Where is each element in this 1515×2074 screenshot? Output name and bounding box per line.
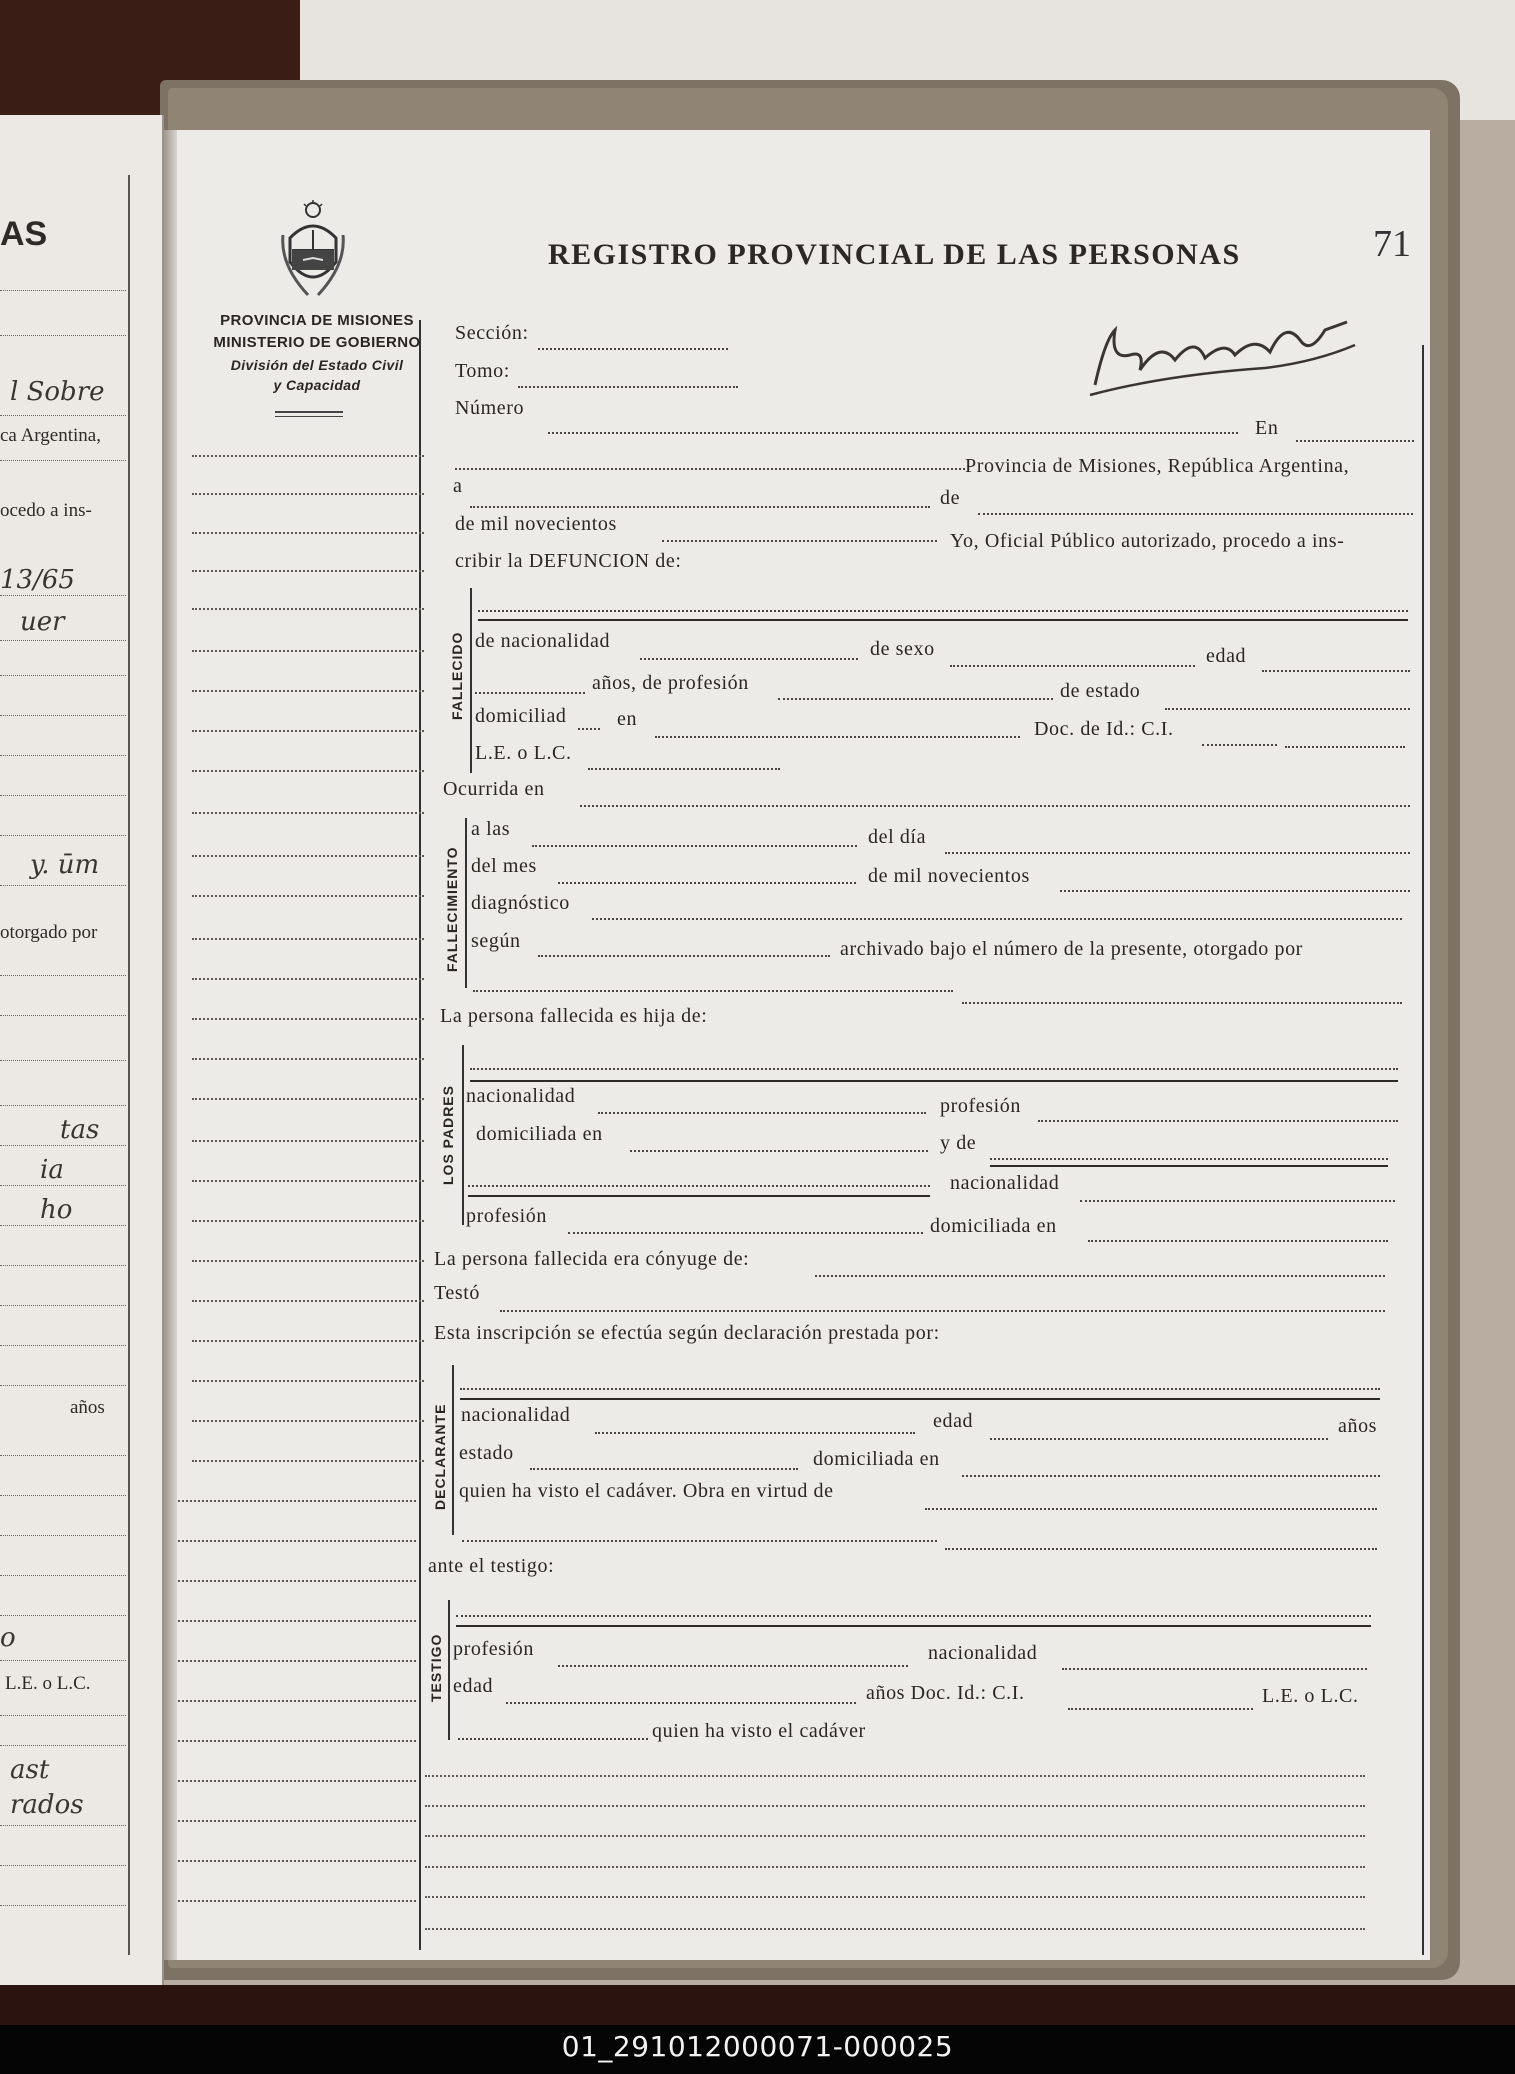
- profesion-field[interactable]: [778, 698, 1053, 700]
- seccion-label: Sección:: [455, 322, 529, 344]
- le-lc-label: L.E. o L.C.: [475, 742, 572, 764]
- obra-virtud-field[interactable]: [925, 1508, 1377, 1510]
- side-dotted-line: [192, 730, 424, 732]
- del-dia-label: del día: [868, 826, 927, 848]
- left-page-line: [0, 1455, 126, 1456]
- signature: [1085, 300, 1365, 410]
- conyuge-label: La persona fallecida era cónyuge de:: [434, 1248, 750, 1270]
- notes-line[interactable]: [425, 1928, 1365, 1930]
- father-name-field[interactable]: [470, 1068, 1398, 1070]
- side-dotted-line: [192, 812, 424, 814]
- conyuge-field[interactable]: [815, 1275, 1385, 1277]
- a-label: a: [453, 475, 463, 497]
- notes-line[interactable]: [425, 1805, 1365, 1807]
- left-page-line: [0, 1715, 126, 1716]
- side-dotted-line: [192, 1018, 424, 1020]
- tomo-field[interactable]: [518, 386, 738, 388]
- side-dotted-line: [192, 650, 424, 652]
- left-page-line: [0, 885, 126, 886]
- left-page-line: [0, 595, 126, 596]
- side-dotted-line: [192, 570, 424, 572]
- notes-line[interactable]: [425, 1866, 1365, 1868]
- archivado-text: archivado bajo el número de la presente, otorgado por: [840, 938, 1303, 960]
- nacionalidad-field[interactable]: [640, 658, 858, 660]
- diagnostico-field[interactable]: [592, 918, 1402, 920]
- en-label-2: en: [617, 708, 638, 730]
- left-page-line: [0, 335, 126, 336]
- segun-label: según: [471, 930, 521, 952]
- header-capacity: y Capacidad: [273, 377, 361, 393]
- declarante-estado-field[interactable]: [530, 1468, 798, 1470]
- seccion-field[interactable]: [538, 348, 728, 350]
- domiciliad-label: domiciliad: [475, 705, 567, 727]
- left-page-fragment: años: [70, 1397, 105, 1418]
- padres-label: LOS PADRES: [440, 1085, 456, 1185]
- testigo-name-field[interactable]: [456, 1615, 1371, 1617]
- left-page-line: [0, 1060, 126, 1061]
- declarante-domiciliada-label: domiciliada en: [813, 1448, 940, 1470]
- left-page-line: [0, 1105, 126, 1106]
- estado-label: de estado: [1060, 680, 1141, 702]
- padre-domiciliada-label: domiciliada en: [476, 1123, 603, 1145]
- testigo-profesion-field[interactable]: [558, 1665, 908, 1667]
- declarante-name-field[interactable]: [460, 1388, 1380, 1390]
- header-division: División del Estado Civil: [230, 357, 404, 373]
- de-label: de: [940, 487, 961, 509]
- side-dotted-line: [192, 690, 424, 692]
- testo-label: Testó: [434, 1282, 481, 1304]
- profesion-label: años, de profesión: [592, 672, 749, 694]
- side-dotted-line: [178, 1580, 416, 1582]
- de-mil-novecientos-label: de mil novecientos: [455, 513, 617, 535]
- left-page-line: [0, 715, 126, 716]
- side-dotted-line: [192, 895, 424, 897]
- side-dotted-line: [178, 1540, 416, 1542]
- left-page-line: [0, 1495, 126, 1496]
- place-field[interactable]: [455, 468, 965, 470]
- tomo-label: Tomo:: [455, 360, 510, 382]
- image-caption: 01_291012000071-000025: [561, 2030, 954, 2063]
- padre-nacionalidad-label: nacionalidad: [466, 1085, 576, 1107]
- notes-line[interactable]: [425, 1775, 1365, 1777]
- madre-nacionalidad-field[interactable]: [1080, 1200, 1395, 1202]
- left-page-handwriting: o: [0, 1623, 16, 1653]
- left-page-fragment: AS: [0, 215, 48, 253]
- testigo-edad-label: edad: [453, 1675, 494, 1697]
- father-name-rule: [470, 1080, 1398, 1082]
- left-page-line: [0, 1385, 126, 1386]
- side-dotted-line: [178, 1620, 416, 1622]
- declarante-estado-label: estado: [459, 1442, 514, 1464]
- left-page-line: [0, 1660, 126, 1661]
- del-mes-label: del mes: [471, 855, 537, 877]
- left-page-line: [0, 1265, 126, 1266]
- hora-field[interactable]: [532, 845, 857, 847]
- side-dotted-line: [178, 1860, 416, 1862]
- declarante-edad-field[interactable]: [990, 1438, 1328, 1440]
- edad-label: edad: [1206, 645, 1247, 667]
- testigo-extra-field[interactable]: [458, 1738, 648, 1740]
- ocurrida-en-field[interactable]: [580, 805, 1410, 807]
- testigo-bracket: [448, 1600, 450, 1740]
- testigo-quien-text: quien ha visto el cadáver: [652, 1720, 866, 1742]
- madre-domicilio-field[interactable]: [1088, 1240, 1388, 1242]
- provincia-text: Provincia de Misiones, República Argentina,: [965, 455, 1350, 477]
- page-gutter: [163, 130, 177, 1960]
- declarante-domicilio-field[interactable]: [962, 1475, 1380, 1477]
- testigo-edad-field[interactable]: [506, 1702, 856, 1704]
- left-page-line: [0, 1865, 126, 1866]
- side-dotted-line: [192, 1340, 424, 1342]
- background-bottom: [0, 1985, 1515, 2025]
- padre-domicilio-field[interactable]: [630, 1150, 928, 1152]
- padres-bracket: [462, 1045, 464, 1225]
- side-dotted-line: [178, 1900, 416, 1902]
- de-field[interactable]: [978, 513, 1413, 515]
- fallecimiento-bracket: [465, 818, 467, 988]
- testigo-nacionalidad-label: nacionalidad: [928, 1642, 1038, 1664]
- madre-profesion-label: profesión: [466, 1205, 547, 1227]
- otorgado-field-2[interactable]: [962, 1002, 1402, 1004]
- left-page-line: [0, 640, 126, 641]
- side-dotted-line: [192, 1058, 424, 1060]
- testo-field[interactable]: [500, 1310, 1385, 1312]
- left-page-fragment: otorgado por: [0, 922, 98, 943]
- form-left-rule: [419, 320, 421, 1950]
- domiciliad-suffix-field[interactable]: [578, 728, 600, 730]
- side-dotted-line: [192, 1420, 424, 1422]
- side-dotted-line: [192, 938, 424, 940]
- numero-label: Número: [455, 397, 525, 419]
- left-page-line: [0, 1575, 126, 1576]
- estado-field[interactable]: [1165, 708, 1410, 710]
- sexo-label: de sexo: [870, 638, 935, 660]
- left-page-line: [0, 460, 126, 461]
- fallecido-bracket: [470, 588, 472, 773]
- left-page-line: [0, 1745, 126, 1746]
- dia-field[interactable]: [945, 852, 1410, 854]
- year-field[interactable]: [662, 540, 937, 542]
- left-page-handwriting: rados: [10, 1790, 84, 1820]
- edad-field[interactable]: [1262, 670, 1410, 672]
- padre-profesion-label: profesión: [940, 1095, 1021, 1117]
- left-page-line: [0, 1535, 126, 1536]
- ci-field-2[interactable]: [1285, 746, 1405, 748]
- left-page-handwriting: 13/65: [0, 565, 75, 595]
- side-dotted-line: [192, 855, 424, 857]
- left-page-handwriting: ast: [10, 1755, 50, 1785]
- side-dotted-line: [178, 1740, 416, 1742]
- left-page-line: [0, 1225, 126, 1226]
- declarante-edad-label: edad: [933, 1410, 974, 1432]
- page-title: REGISTRO PROVINCIAL DE LAS PERSONAS: [548, 238, 1241, 271]
- side-dotted-line: [178, 1500, 416, 1502]
- side-dotted-line: [192, 1098, 424, 1100]
- diagnostico-label: diagnóstico: [471, 892, 570, 914]
- left-page-fragment: ocedo a ins-: [0, 500, 92, 521]
- side-dotted-line: [178, 1700, 416, 1702]
- a-las-label: a las: [471, 818, 511, 840]
- left-page-line: [0, 415, 126, 416]
- le-lc-field[interactable]: [588, 768, 780, 770]
- en-label: En: [1255, 417, 1279, 439]
- side-dotted-line: [192, 1220, 424, 1222]
- left-page-line: [0, 795, 126, 796]
- domicilio-field[interactable]: [655, 736, 1020, 738]
- deceased-name-field[interactable]: [478, 610, 1408, 612]
- declarante-extra-field-2[interactable]: [945, 1548, 1377, 1550]
- mother-name-rule: [990, 1165, 1388, 1167]
- side-dotted-line: [192, 1460, 424, 1462]
- left-page-fragment: L.E. o L.C.: [5, 1673, 91, 1694]
- side-dotted-line: [178, 1820, 416, 1822]
- testigo-ci-field[interactable]: [1068, 1708, 1253, 1710]
- left-page-handwriting: ho: [40, 1195, 73, 1225]
- left-page-line: [0, 835, 126, 836]
- doc-id-label: Doc. de Id.: C.I.: [1034, 718, 1174, 740]
- sexo-field[interactable]: [950, 665, 1195, 667]
- mother-name-rule-2: [468, 1195, 930, 1197]
- left-page-line: [0, 290, 126, 291]
- testigo-le-lc-label: L.E. o L.C.: [1262, 1685, 1359, 1707]
- left-page-line: [0, 1185, 126, 1186]
- declarante-bracket: [452, 1365, 454, 1535]
- left-page-rule: [128, 175, 130, 1955]
- ocurrida-en-label: Ocurrida en: [443, 778, 545, 800]
- declarante-nacionalidad-label: nacionalidad: [461, 1404, 571, 1426]
- left-page-line: [0, 1615, 126, 1616]
- cribir-text: cribir la DEFUNCION de:: [455, 550, 682, 572]
- mother-name-field[interactable]: [990, 1158, 1388, 1160]
- side-dotted-line: [192, 455, 424, 457]
- coat-of-arms-seal: [278, 200, 348, 300]
- declarante-quien-text: quien ha visto el cadáver. Obra en virtud de: [459, 1480, 834, 1502]
- ante-testigo-label: ante el testigo:: [428, 1555, 555, 1577]
- anio-field[interactable]: [1060, 890, 1410, 892]
- left-page-line: [0, 1345, 126, 1346]
- side-dotted-line: [192, 1380, 424, 1382]
- testigo-label: TESTIGO: [428, 1633, 444, 1702]
- a-field[interactable]: [470, 506, 930, 508]
- madre-domiciliada-label: domiciliada en: [930, 1215, 1057, 1237]
- padre-profesion-field[interactable]: [1038, 1120, 1398, 1122]
- en-field[interactable]: [1296, 440, 1414, 442]
- left-page-fragment: ca Argentina,: [0, 425, 101, 446]
- side-dotted-line: [192, 978, 424, 980]
- side-dotted-line: [192, 1140, 424, 1142]
- left-page-handwriting: ia: [40, 1155, 64, 1185]
- header-rule: [275, 416, 343, 417]
- notes-line[interactable]: [425, 1835, 1365, 1837]
- side-dotted-line: [192, 1180, 424, 1182]
- side-dotted-line: [192, 1260, 424, 1262]
- hija-de-label: La persona fallecida es hija de:: [440, 1005, 708, 1027]
- testigo-name-rule: [456, 1625, 1371, 1627]
- side-dotted-line: [192, 493, 424, 495]
- segun-field[interactable]: [538, 955, 830, 957]
- side-dotted-line: [192, 1300, 424, 1302]
- testigo-nacionalidad-field[interactable]: [1062, 1668, 1367, 1670]
- left-page-line: [0, 1905, 126, 1906]
- side-dotted-line: [192, 532, 424, 534]
- notes-line[interactable]: [425, 1896, 1365, 1898]
- declarante-anos-label: años: [1338, 1415, 1378, 1437]
- side-dotted-line: [178, 1780, 416, 1782]
- side-dotted-line: [192, 770, 424, 772]
- madre-nacionalidad-label: nacionalidad: [950, 1172, 1060, 1194]
- declarante-name-rule: [460, 1398, 1380, 1400]
- side-dotted-line: [178, 1660, 416, 1662]
- fallecimiento-label: FALLECIMIENTO: [444, 846, 460, 972]
- declarante-nacionalidad-field[interactable]: [595, 1432, 915, 1434]
- left-page-line: [0, 1825, 126, 1826]
- header-rule: [275, 411, 343, 413]
- left-page-handwriting: tas: [60, 1115, 100, 1145]
- testigo-anos-doc-label: años Doc. Id.: C.I.: [866, 1682, 1025, 1704]
- oficial-text: Yo, Oficial Público autorizado, procedo a ins-: [950, 530, 1345, 552]
- side-dotted-line: [192, 608, 424, 610]
- fallecido-label: FALLECIDO: [449, 631, 465, 720]
- ci-field[interactable]: [1202, 744, 1277, 746]
- left-page-handwriting: uer: [20, 607, 65, 637]
- declarante-extra-field[interactable]: [462, 1540, 937, 1542]
- inscripcion-text: Esta inscripción se efectúa según declaración prestada por:: [434, 1322, 940, 1344]
- mother-name-field-2[interactable]: [468, 1185, 930, 1187]
- page-number: 71: [1373, 223, 1411, 265]
- left-page-line: [0, 1305, 126, 1306]
- left-page-line: [0, 975, 126, 976]
- header-province: PROVINCIA DE MISIONES: [220, 312, 414, 329]
- declarante-label: DECLARANTE: [432, 1403, 448, 1510]
- madre-profesion-field[interactable]: [568, 1232, 923, 1234]
- anos-field[interactable]: [475, 692, 585, 694]
- left-page-handwriting: l Sobre: [10, 377, 105, 407]
- left-page-handwriting: y. ūm: [30, 850, 100, 880]
- testigo-profesion-label: profesión: [453, 1638, 534, 1660]
- left-page-line: [0, 755, 126, 756]
- header-ministry: MINISTERIO DE GOBIERNO: [213, 334, 421, 351]
- left-page: [0, 115, 164, 1985]
- otorgado-field[interactable]: [473, 990, 953, 992]
- form-right-rule: [1422, 345, 1424, 1955]
- y-de-label: y de: [940, 1132, 977, 1154]
- mes-field[interactable]: [558, 882, 856, 884]
- left-page-line: [0, 1145, 126, 1146]
- left-page-line: [0, 1015, 126, 1016]
- deceased-name-rule: [478, 619, 1408, 621]
- left-page-line: [0, 675, 126, 676]
- nacionalidad-label: de nacionalidad: [475, 630, 611, 652]
- padre-nacionalidad-field[interactable]: [598, 1112, 926, 1114]
- numero-field[interactable]: [548, 432, 1238, 434]
- de-mil-novecientos-label-2: de mil novecientos: [868, 865, 1030, 887]
